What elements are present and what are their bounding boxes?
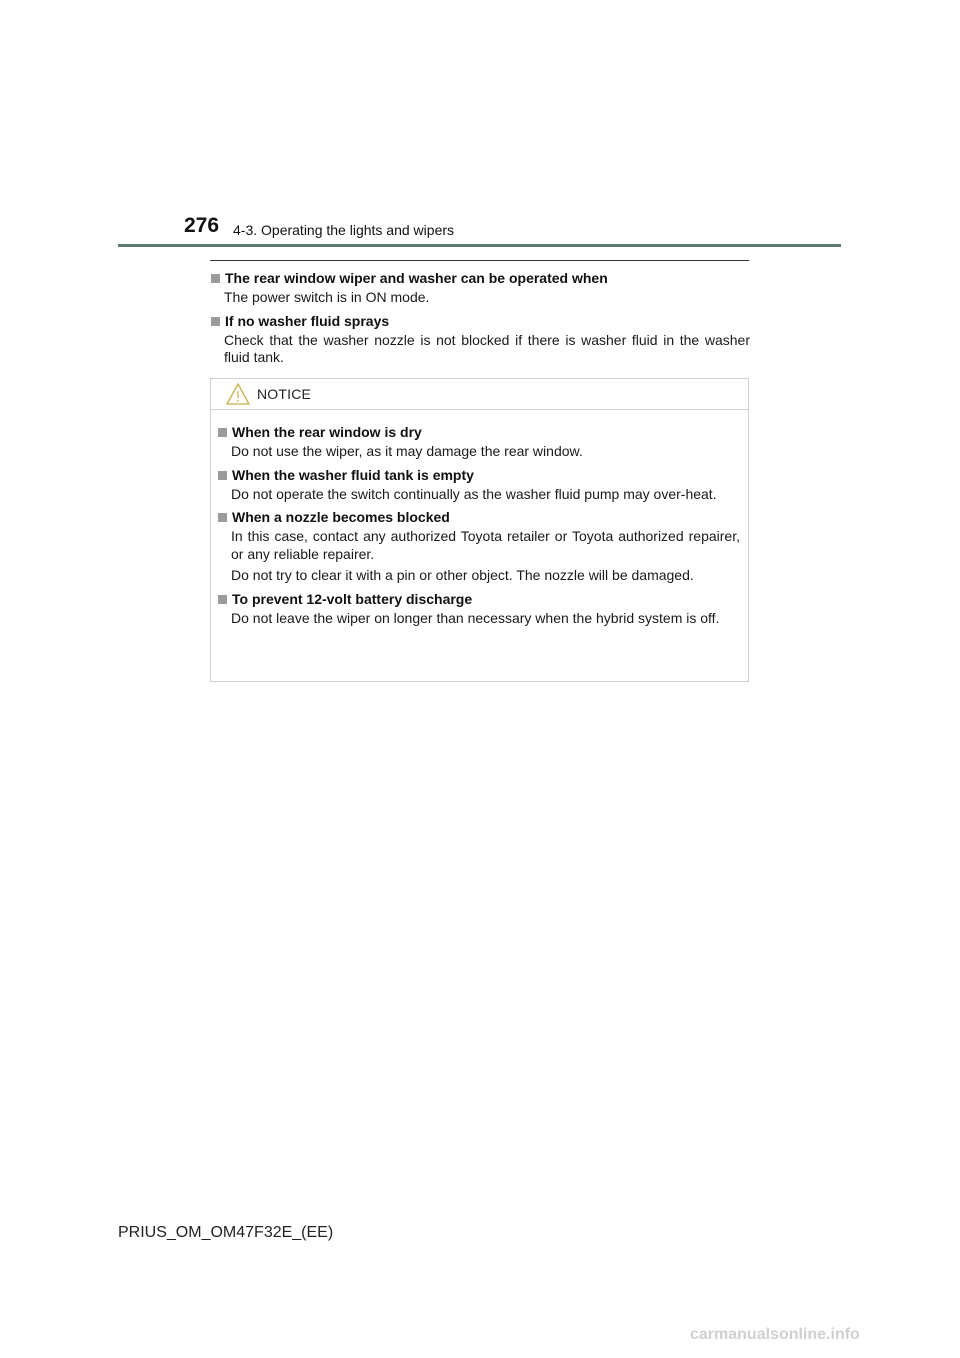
main-content: [210, 260, 750, 371]
item-paragraph: Do not use the wiper, as it may damage the rear window.: [231, 443, 583, 459]
item-title: [217, 422, 740, 443]
item-title-text: To prevent 12-volt battery discharge: [232, 590, 473, 607]
notice-header: [211, 379, 748, 410]
item-paragraph: Do not leave the wiper on longer than necessary when the hybrid system is off.: [231, 609, 720, 626]
page-header: [0, 0, 960, 250]
item-title-text: When a nozzle becomes blocked: [232, 509, 450, 525]
item-title: [217, 465, 740, 486]
item-title: [217, 589, 740, 610]
item-title-text: When the rear window is dry: [232, 424, 422, 440]
square-bullet-icon: [211, 317, 220, 326]
notice-label: NOTICE: [257, 386, 312, 402]
square-bullet-icon: [218, 471, 227, 480]
item-title-text: If no washer fluid sprays: [225, 312, 390, 329]
notice-item: [217, 507, 740, 585]
watermark: carmanualsonline.info: [690, 1326, 860, 1343]
item-paragraph: Do not try to clear it with a pin or other object. The nozzle will be damaged.: [231, 567, 694, 583]
item-text: [217, 528, 740, 585]
square-bullet-icon: [218, 513, 227, 522]
item-paragraph: Do not operate the switch continually as the washer fluid pump may over-heat.: [231, 485, 717, 502]
item-paragraph: The power switch is in ON mode.: [224, 289, 430, 305]
info-item: [210, 311, 750, 367]
item-title-text: The rear window wiper and washer can be operated when: [225, 270, 608, 286]
section-title: 4-3. Operating the lights and wipers: [233, 222, 455, 238]
item-title-text: When the washer fluid tank is empty: [232, 466, 474, 483]
header-rule: [118, 244, 841, 247]
notice-box: [210, 378, 749, 682]
item-text: [217, 610, 740, 628]
item-title: [210, 311, 750, 332]
item-text: [210, 332, 750, 367]
square-bullet-icon: [218, 428, 227, 437]
square-bullet-icon: [211, 274, 220, 283]
notice-item: [217, 422, 740, 461]
notice-item: [217, 589, 740, 628]
item-paragraph: Check that the washer nozzle is not blocked if there is washer fluid in the washer fluid tank.: [224, 331, 750, 365]
warning-triangle-icon: [225, 382, 251, 406]
item-text: [217, 486, 740, 504]
document-code: PRIUS_OM_OM47F32E_(EE): [118, 1224, 334, 1241]
info-item: [210, 268, 750, 307]
item-paragraph: In this case, contact any authorized Toyota retailer or Toyota authorized repairer, or any reliable repairer.: [231, 528, 740, 562]
item-title: [217, 507, 740, 528]
item-text: [217, 443, 740, 461]
notice-body: [211, 410, 748, 627]
content-divider: [210, 260, 749, 261]
page-number: 276: [184, 214, 220, 237]
item-text: [210, 289, 750, 307]
square-bullet-icon: [218, 595, 227, 604]
item-title: [210, 268, 750, 289]
notice-item: [217, 465, 740, 504]
